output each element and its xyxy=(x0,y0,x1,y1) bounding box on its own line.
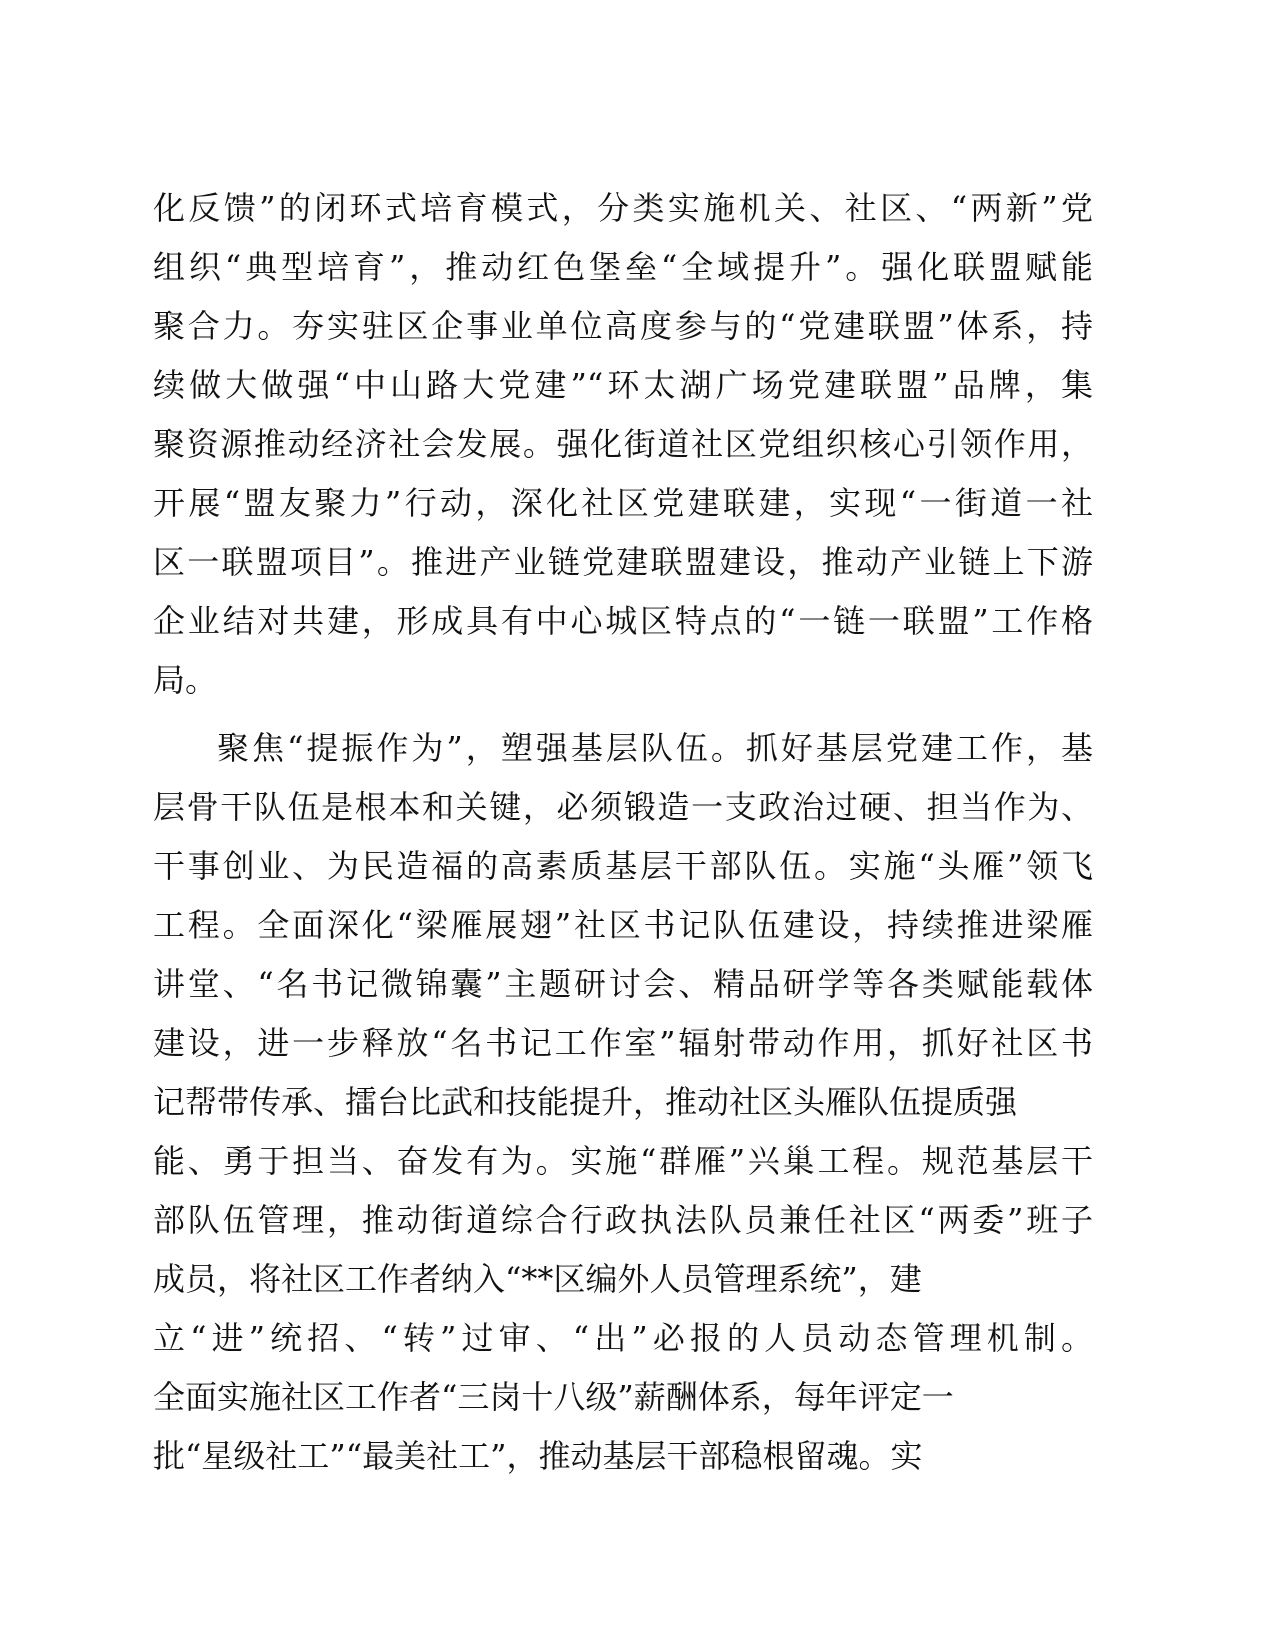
text-line-2: 组织“典型培育”，推动红色堡垒“全域提升”。强化联盟赋能 xyxy=(153,248,1093,286)
text-line-3: 聚合力。夯实驻区企事业单位高度参与的“党建联盟”体系，持 xyxy=(153,307,1093,345)
text-line-1: 化反馈”的闭环式培育模式，分类实施机关、社区、“两新”党 xyxy=(153,189,1093,227)
text-line-5: 聚资源推动经济社会发展。强化街道社区党组织核心引领作用， xyxy=(153,425,1093,463)
text-line-16: 记帮带传承、擂台比武和技能提升，推动社区头雁队伍提质强 xyxy=(153,1083,1018,1121)
paragraph-start-line: 聚焦“提振作为”，塑强基层队伍。抓好基层党建工作，基 xyxy=(217,729,1093,767)
text-line-6: 开展“盟友聚力”行动，深化社区党建联建，实现“一街道一社 xyxy=(153,484,1093,522)
body-text xyxy=(153,179,1093,1486)
text-line-11: 层骨干队伍是根本和关键，必须锻造一支政治过硬、担当作为、 xyxy=(153,788,1093,826)
text-line-22: 批“星级社工”“最美社工”，推动基层干部稳根留魂。实 xyxy=(153,1437,923,1475)
text-line-12: 干事创业、为民造福的高素质基层干部队伍。实施“头雁”领飞 xyxy=(153,847,1093,885)
text-line-21: 全面实施社区工作者“三岗十八级”薪酬体系，每年评定一 xyxy=(153,1378,954,1416)
text-line-9: 局。 xyxy=(153,661,218,699)
text-line-13: 工程。全面深化“梁雁展翅”社区书记队伍建设，持续推进梁雁 xyxy=(153,906,1093,944)
text-line-15: 建设，进一步释放“名书记工作室”辐射带动作用，抓好社区书 xyxy=(153,1024,1093,1062)
text-line-7: 区一联盟项目”。推进产业链党建联盟建设，推动产业链上下游 xyxy=(153,543,1093,581)
text-line-20: 立“进”统招、“转”过审、“出”必报的人员动态管理机制。 xyxy=(153,1319,1093,1357)
text-line-19: 成员，将社区工作者纳入“**区编外人员管理系统”，建 xyxy=(153,1260,922,1298)
text-line-8: 企业结对共建，形成具有中心城区特点的“一链一联盟”工作格 xyxy=(153,602,1093,640)
text-line-18: 部队伍管理，推动街道综合行政执法队员兼任社区“两委”班子 xyxy=(153,1201,1093,1239)
text-line-14: 讲堂、“名书记微锦囊”主题研讨会、精品研学等各类赋能载体 xyxy=(153,965,1093,1003)
text-line-4: 续做大做强“中山路大党建”“环太湖广场党建联盟”品牌，集 xyxy=(153,366,1093,404)
text-line-17: 能、勇于担当、奋发有为。实施“群雁”兴巢工程。规范基层干 xyxy=(153,1142,1093,1180)
